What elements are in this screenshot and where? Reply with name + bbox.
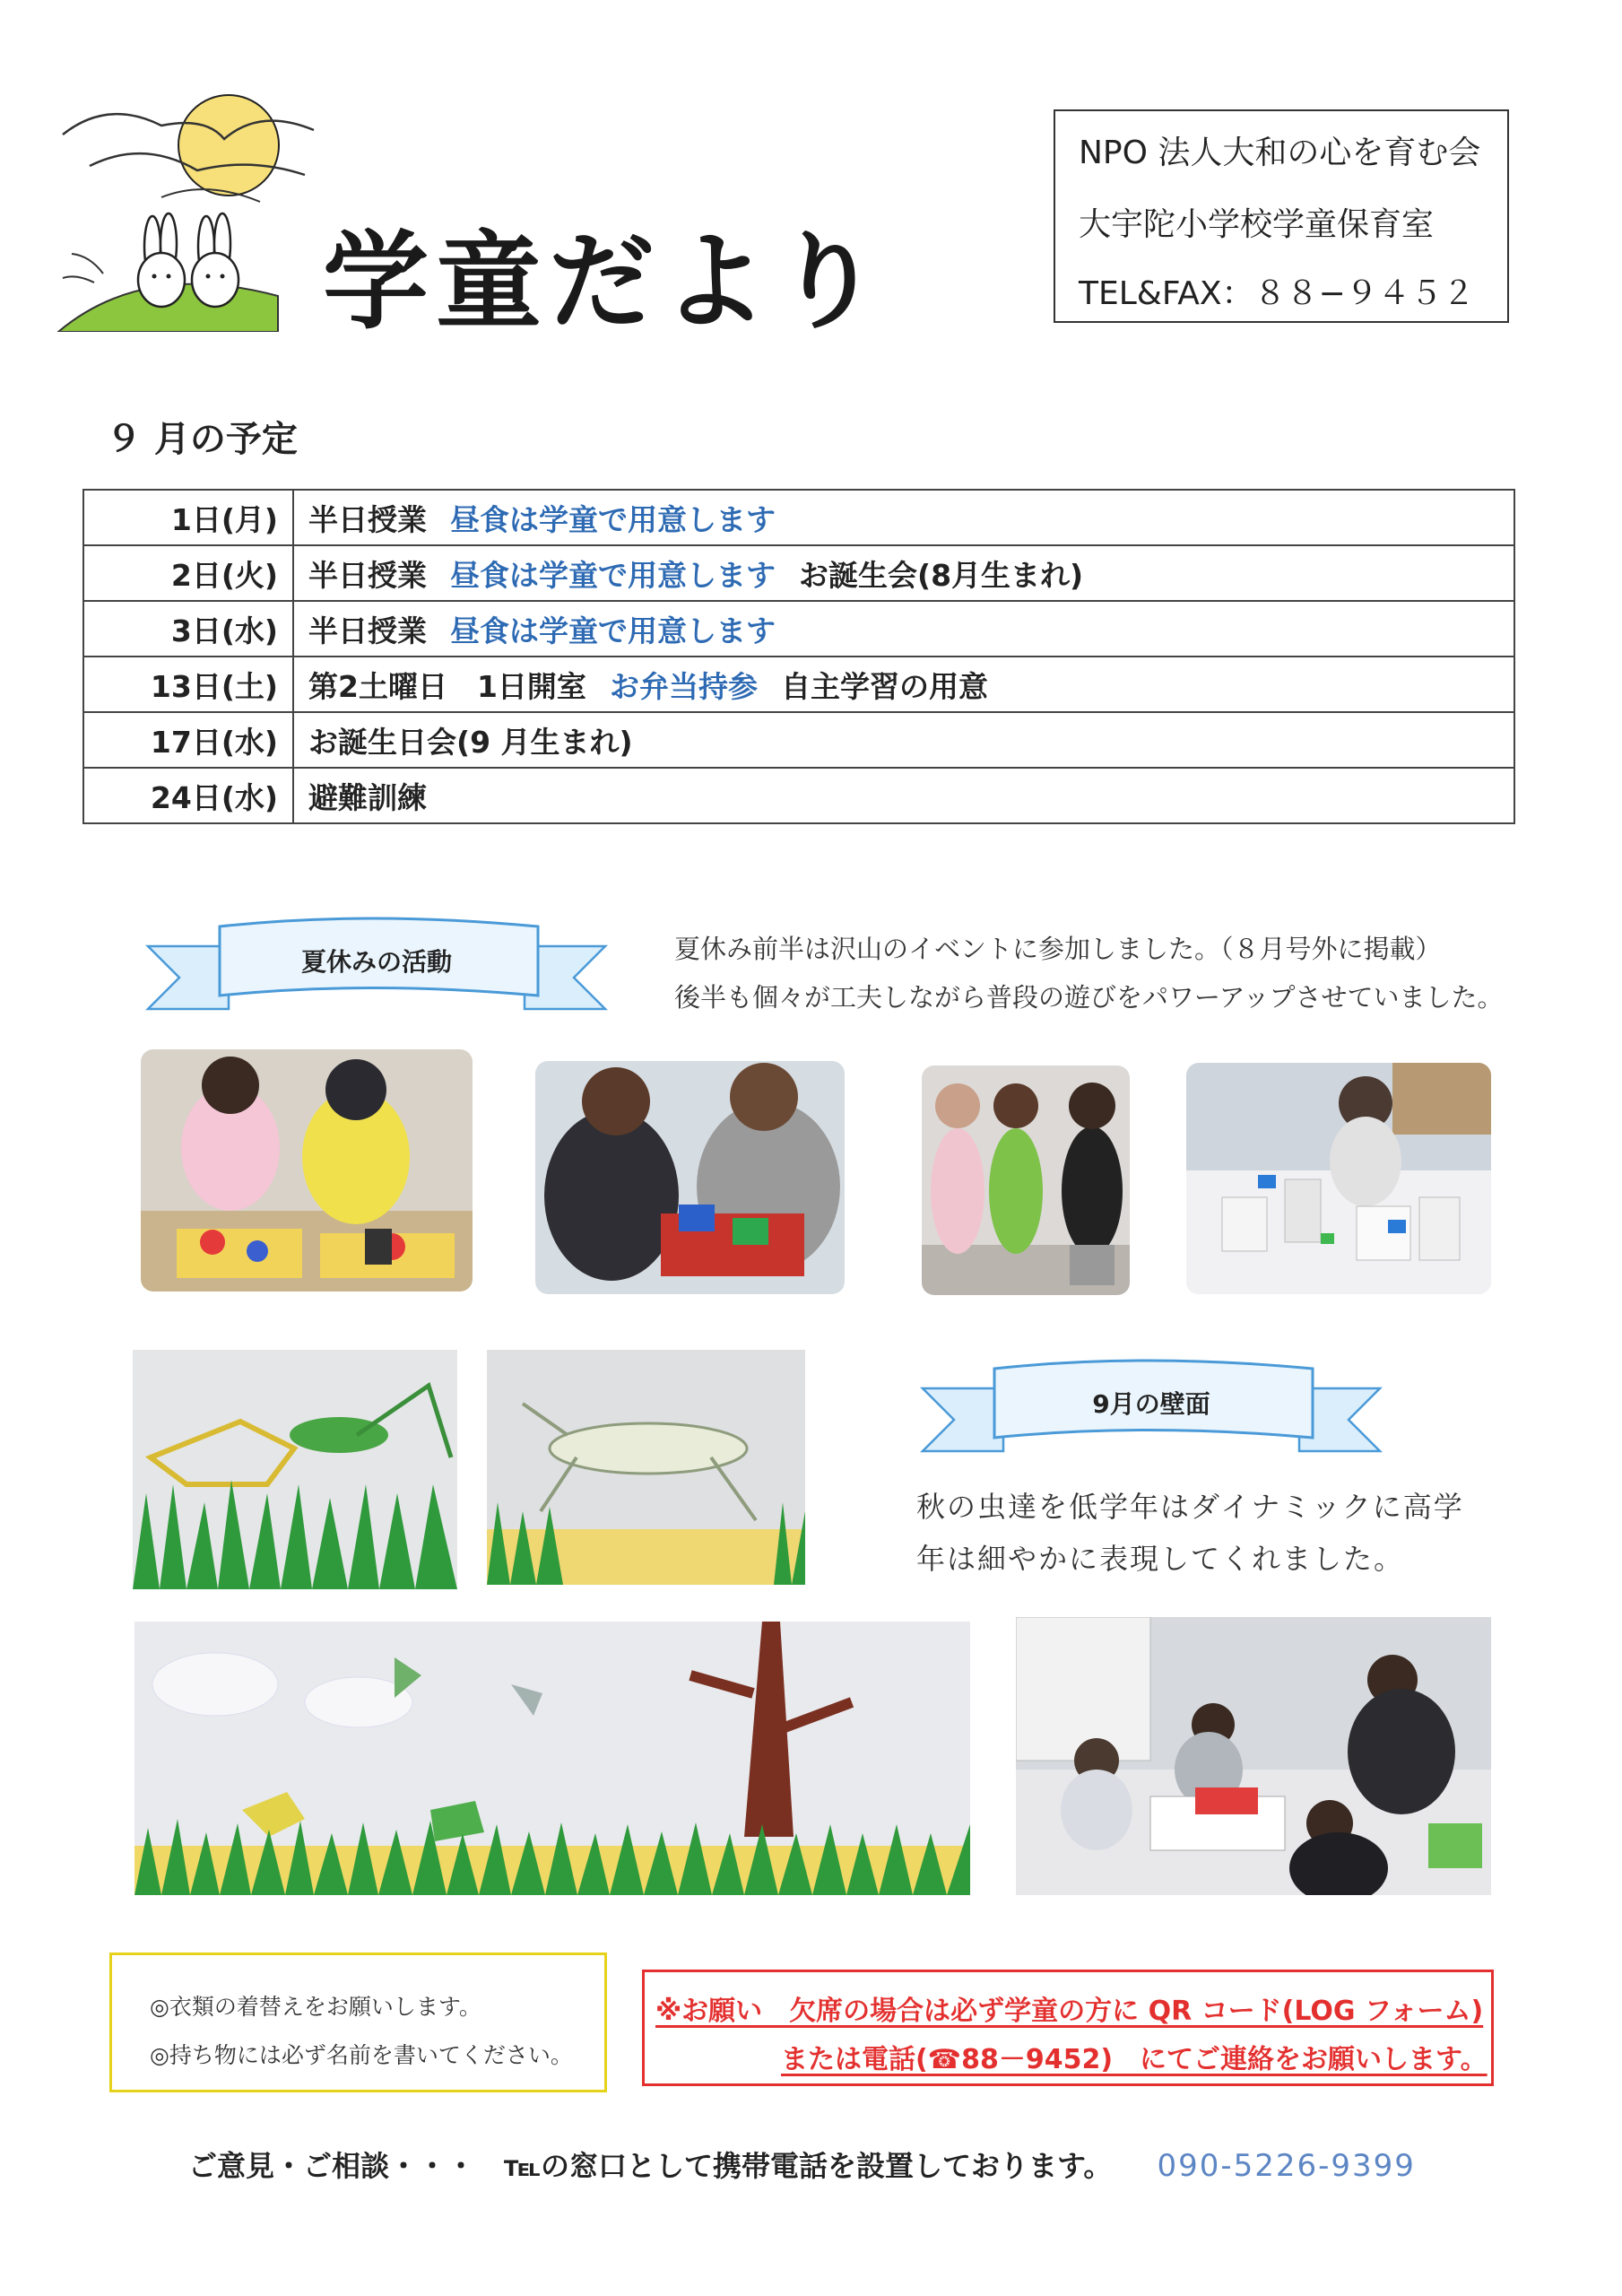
schedule-date: 24日(水) xyxy=(83,768,293,823)
schedule-row xyxy=(83,657,1514,712)
photo-boys-with-blocks xyxy=(535,1061,845,1294)
schedule-item: お誕生日会(9 月生まれ) xyxy=(308,724,633,760)
schedule-item: 半日授業 xyxy=(308,613,427,648)
org-name: NPO 法人大和の心を育む会 xyxy=(1079,135,1481,171)
schedule-item: 半日授業 xyxy=(308,557,427,593)
schedule-date: 3日(水) xyxy=(83,601,293,657)
schedule-item: 避難訓練 xyxy=(308,779,427,815)
org-tel: TEL&FAX：８８−９４５２ xyxy=(1079,275,1475,312)
summer-ribbon-label: 夏休みの活動 xyxy=(300,947,452,977)
schedule-row xyxy=(83,545,1514,601)
reminder-clothes: ◎衣類の着替えをお願いします。 xyxy=(150,1994,481,2020)
schedule-row xyxy=(83,601,1514,657)
wall-text-1: 秋の虫達を低学年はダイナミックに高学 xyxy=(916,1490,1464,1524)
schedule-item: 昼食は学童で用意します xyxy=(450,557,776,593)
schedule-row xyxy=(83,490,1514,545)
footer-text: ご意見・ご相談・・・ ℡の窓口として携帯電話を設置しております。 xyxy=(188,2149,1113,2183)
schedule-heading: ９ 月の予定 xyxy=(106,419,298,460)
schedule-row xyxy=(83,768,1514,823)
schedule-row xyxy=(83,712,1514,768)
photo-kids-building-blocks xyxy=(141,1049,473,1292)
schedule-table xyxy=(82,489,1515,824)
photo-children-standing xyxy=(922,1065,1130,1295)
schedule-item: 半日授業 xyxy=(308,501,427,537)
schedule-content xyxy=(293,490,1514,545)
schedule-date: 2日(火) xyxy=(83,545,293,601)
summer-text-1: 夏休み前半は沢山のイベントに参加しました。（８月号外に掲載） xyxy=(674,934,1442,964)
photo-mantis-wall-art xyxy=(487,1350,805,1585)
absence-request-box xyxy=(642,1970,1494,2086)
reminder-names: ◎持ち物には必ず名前を書いてください。 xyxy=(150,2042,573,2068)
org-room: 大宇陀小学校学童保育室 xyxy=(1079,206,1435,243)
schedule-content xyxy=(293,545,1514,601)
schedule-date: 13日(土) xyxy=(83,657,293,712)
schedule-date: 17日(水) xyxy=(83,712,293,768)
moon-rabbit-logo xyxy=(54,90,323,332)
wall-display-ribbon xyxy=(918,1352,1384,1460)
wall-ribbon-label: 9月の壁面 xyxy=(1092,1389,1210,1419)
schedule-item: 自主学習の用意 xyxy=(780,668,988,704)
schedule-content xyxy=(293,657,1514,712)
schedule-date: 1日(月) xyxy=(83,490,293,545)
schedule-item: お誕生会(8月生まれ) xyxy=(799,557,1084,593)
contact-footer xyxy=(188,2144,1416,2185)
photo-children-drawing xyxy=(1016,1617,1491,1895)
schedule-item: 第2土曜日 1日開室 xyxy=(308,668,586,704)
photo-grasshopper-wall-art xyxy=(133,1350,457,1589)
wall-text-2: 年は細やかに表現してくれました。 xyxy=(916,1542,1405,1576)
summer-activity-ribbon xyxy=(143,910,610,1018)
summer-text-2: 後半も個々が工夫しながら普段の遊びをパワーアップさせていました。 xyxy=(674,982,1504,1013)
schedule-content xyxy=(293,712,1514,768)
reminders-box xyxy=(109,1952,607,2092)
schedule-item: 昼食は学童で用意します xyxy=(450,613,776,648)
schedule-item: 昼食は学童で用意します xyxy=(450,501,776,537)
schedule-content xyxy=(293,601,1514,657)
absence-request-line1: ※お願い 欠席の場合は必ず学童の方に QR コード(LOG フォーム) xyxy=(655,1996,1484,2027)
absence-request-line2: または電話(☎88－9452) にてご連絡をお願いします。 xyxy=(781,2044,1488,2075)
newsletter-title: 学童だより xyxy=(323,220,889,344)
schedule-content xyxy=(293,768,1514,823)
photo-autumn-insects-wall xyxy=(134,1622,970,1895)
photo-block-creations-on-table xyxy=(1186,1063,1491,1294)
schedule-item: お弁当持参 xyxy=(609,668,758,704)
footer-phone: 090-5226-9399 xyxy=(1157,2148,1416,2184)
organization-info-box xyxy=(1054,109,1509,323)
